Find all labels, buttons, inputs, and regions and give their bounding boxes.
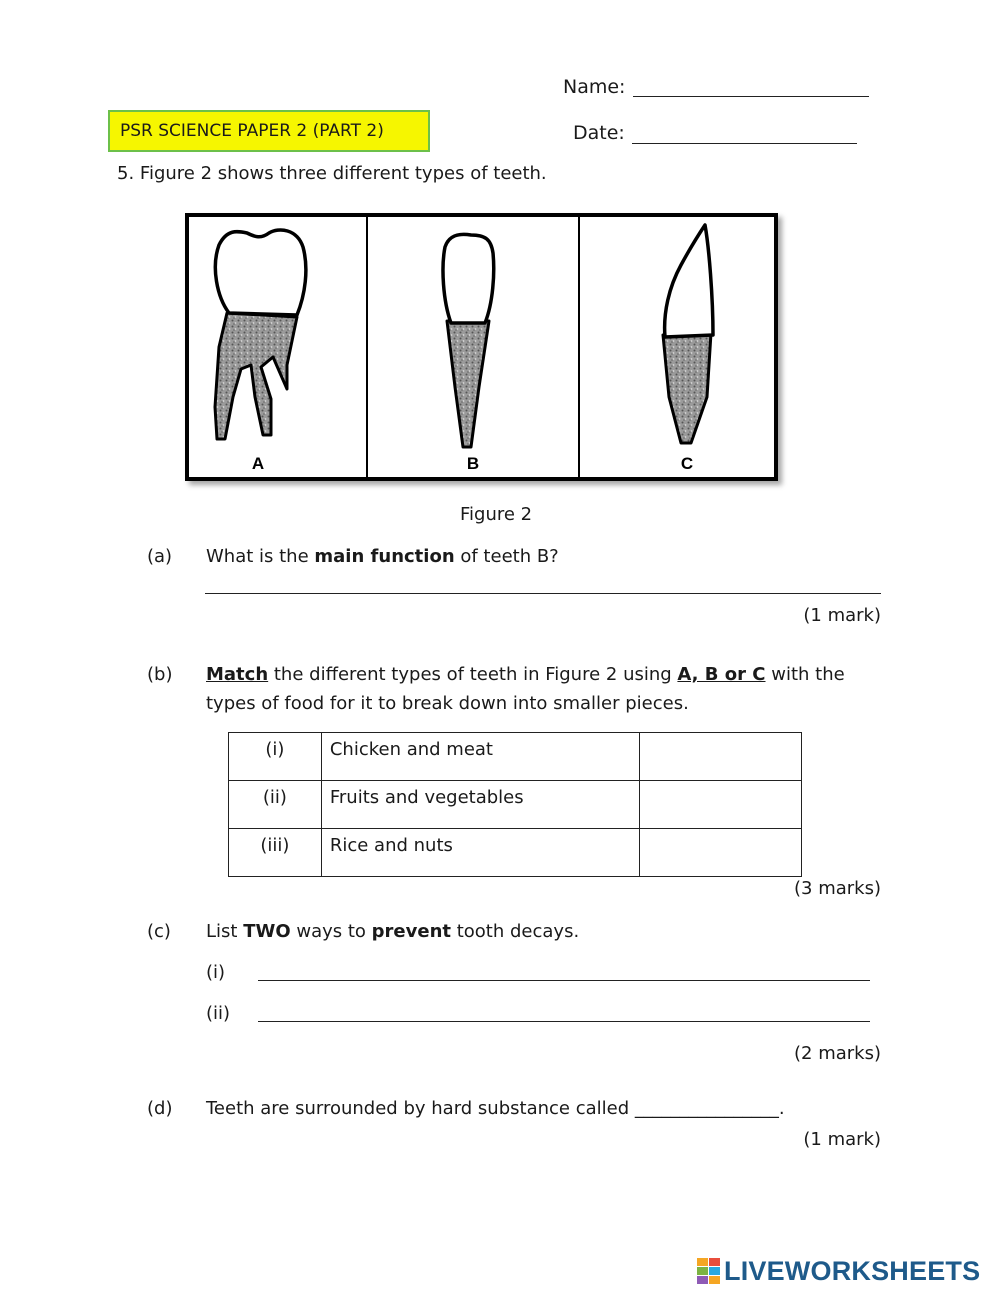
date-answer-line[interactable] xyxy=(632,143,857,144)
part-a-question: What is the main function of teeth B? xyxy=(206,546,559,567)
name-answer-line[interactable] xyxy=(633,96,869,97)
table-row xyxy=(229,733,802,781)
part-c-answer-line-1[interactable] xyxy=(258,980,870,981)
answer-cell[interactable] xyxy=(640,781,802,829)
incisor-tooth-icon xyxy=(443,234,494,447)
liveworksheets-wordmark: LIVEWORKSHEETS xyxy=(724,1256,981,1286)
part-d-question: Teeth are surrounded by hard substance called ________________. xyxy=(206,1098,785,1119)
row-number: (i) xyxy=(229,733,322,781)
answer-cell[interactable] xyxy=(640,733,802,781)
part-a-answer-line[interactable] xyxy=(205,593,881,594)
figure-label-a: A xyxy=(251,454,265,473)
part-c-marks: (2 marks) xyxy=(794,1043,881,1064)
part-b-question-line-1: Match the different types of teeth in Figure 2 using A, B or C with the xyxy=(206,664,845,685)
date-label: Date: xyxy=(573,122,625,144)
part-b-label: (b) xyxy=(147,664,173,685)
part-c-label: (c) xyxy=(147,921,171,942)
liveworksheets-blocks-icon xyxy=(697,1258,721,1284)
part-a-label: (a) xyxy=(147,546,173,567)
food-type: Rice and nuts xyxy=(321,829,640,877)
part-d-label: (d) xyxy=(147,1098,173,1119)
part-c-sub-2: (ii) xyxy=(206,1003,231,1024)
paper-title: PSR SCIENCE PAPER 2 (PART 2) xyxy=(120,121,384,141)
part-c-answer-line-2[interactable] xyxy=(258,1021,870,1022)
part-b-question-line-2: types of food for it to break down into smaller pieces. xyxy=(206,693,689,714)
paper-title-box xyxy=(108,110,430,152)
figure-label-b: B xyxy=(466,454,480,473)
name-label: Name: xyxy=(563,76,626,98)
matching-table xyxy=(228,732,802,877)
figure-caption: Figure 2 xyxy=(460,504,533,525)
food-type: Chicken and meat xyxy=(321,733,640,781)
canine-tooth-icon xyxy=(663,225,713,443)
part-d-marks: (1 mark) xyxy=(803,1129,881,1150)
table-row xyxy=(229,829,802,877)
answer-cell[interactable] xyxy=(640,829,802,877)
part-c-question: List TWO ways to prevent tooth decays. xyxy=(206,921,580,942)
question-intro: 5. Figure 2 shows three different types of teeth. xyxy=(117,163,547,184)
teeth-figure xyxy=(185,213,778,481)
food-type: Fruits and vegetables xyxy=(321,781,640,829)
table-row xyxy=(229,781,802,829)
teeth-illustration xyxy=(189,217,774,477)
part-a-marks: (1 mark) xyxy=(803,605,881,626)
molar-tooth-icon xyxy=(215,230,306,439)
row-number: (iii) xyxy=(229,829,322,877)
row-number: (ii) xyxy=(229,781,322,829)
figure-label-c: C xyxy=(680,454,694,473)
part-c-sub-1: (i) xyxy=(206,962,226,983)
part-b-marks: (3 marks) xyxy=(794,878,881,899)
